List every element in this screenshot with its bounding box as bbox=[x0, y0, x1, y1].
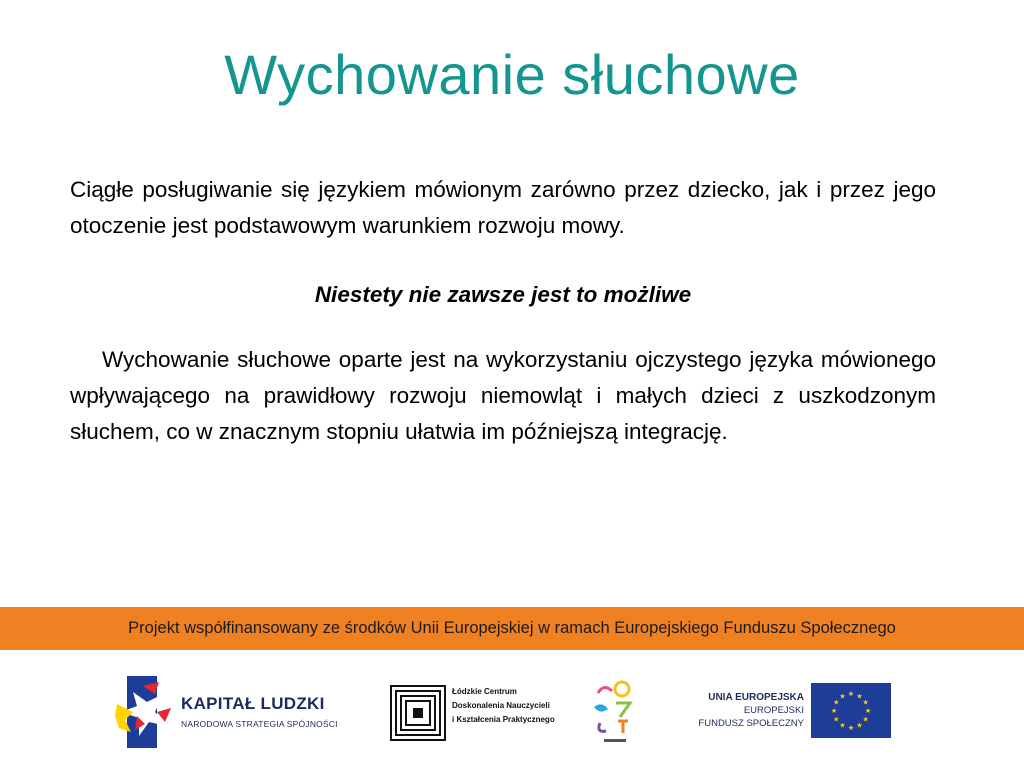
eu-text bbox=[680, 691, 804, 730]
eu-star: ★ bbox=[862, 716, 869, 724]
slide-body bbox=[70, 172, 936, 450]
eu-star: ★ bbox=[856, 693, 863, 701]
ldz-line-3: i Kształcenia Praktycznego bbox=[452, 715, 555, 724]
eu-star: ★ bbox=[856, 722, 863, 730]
lodzkie-region-logo bbox=[590, 679, 638, 745]
eu-star: ★ bbox=[847, 725, 855, 732]
kapital-ludzki-title: KAPITAŁ LUDZKI bbox=[181, 694, 325, 713]
intro-paragraph: Ciągłe posługiwanie się językiem mówionym zarówno przez dziecko, jak i przez jego otoczenie jest podstawowym warunkiem rozwoju mowy. bbox=[70, 177, 936, 238]
lodzkie-region-emblem-icon bbox=[590, 679, 638, 745]
kapital-ludzki-emblem-icon bbox=[113, 672, 175, 752]
eu-star: ★ bbox=[864, 708, 872, 715]
ldz-line-1: Łódzkie Centrum bbox=[452, 687, 517, 696]
ldz-centrum-text bbox=[452, 685, 555, 727]
eu-flag bbox=[811, 683, 891, 738]
eu-star: ★ bbox=[830, 708, 838, 715]
funding-banner bbox=[0, 607, 1024, 650]
slide-title: Wychowanie słuchowe bbox=[224, 43, 800, 106]
eu-star: ★ bbox=[839, 693, 846, 701]
kapital-ludzki-logo bbox=[113, 672, 363, 752]
eu-stars-icon bbox=[811, 683, 891, 738]
eu-line-3: FUNDUSZ SPOŁECZNY bbox=[698, 718, 804, 729]
main-paragraph: Wychowanie słuchowe oparte jest na wykorzystaniu ojczystego języka mówionego wpływającego na prawidłowy rozwoju niemowląt i małych dzieci z uszkodzonym słuchem, co w znacznym stopniu ułatwia im późniejszą integrację. bbox=[70, 347, 936, 444]
kapital-ludzki-subtitle: NARODOWA STRATEGIA SPÓJNOŚCI bbox=[181, 719, 338, 729]
eu-line-2: EUROPEJSKI bbox=[743, 705, 804, 716]
eu-star: ★ bbox=[833, 699, 840, 707]
ldz-line-2: Doskonalenia Nauczycieli bbox=[452, 701, 550, 710]
eu-star: ★ bbox=[839, 722, 846, 730]
funding-banner-text: Projekt współfinansowany ze środków Unii Europejskiej w ramach Europejskiego Funduszu Społecznego bbox=[128, 619, 896, 637]
ldz-centrum-logo bbox=[390, 683, 555, 743]
subheading: Niestety nie zawsze jest to możliwe bbox=[314, 282, 692, 307]
eu-line-1: UNIA EUROPEJSKA bbox=[708, 692, 804, 703]
eu-star: ★ bbox=[833, 716, 840, 724]
concentric-squares-icon bbox=[390, 685, 446, 741]
eu-star: ★ bbox=[862, 699, 869, 707]
eu-logo bbox=[680, 683, 895, 743]
eu-star: ★ bbox=[847, 691, 855, 698]
